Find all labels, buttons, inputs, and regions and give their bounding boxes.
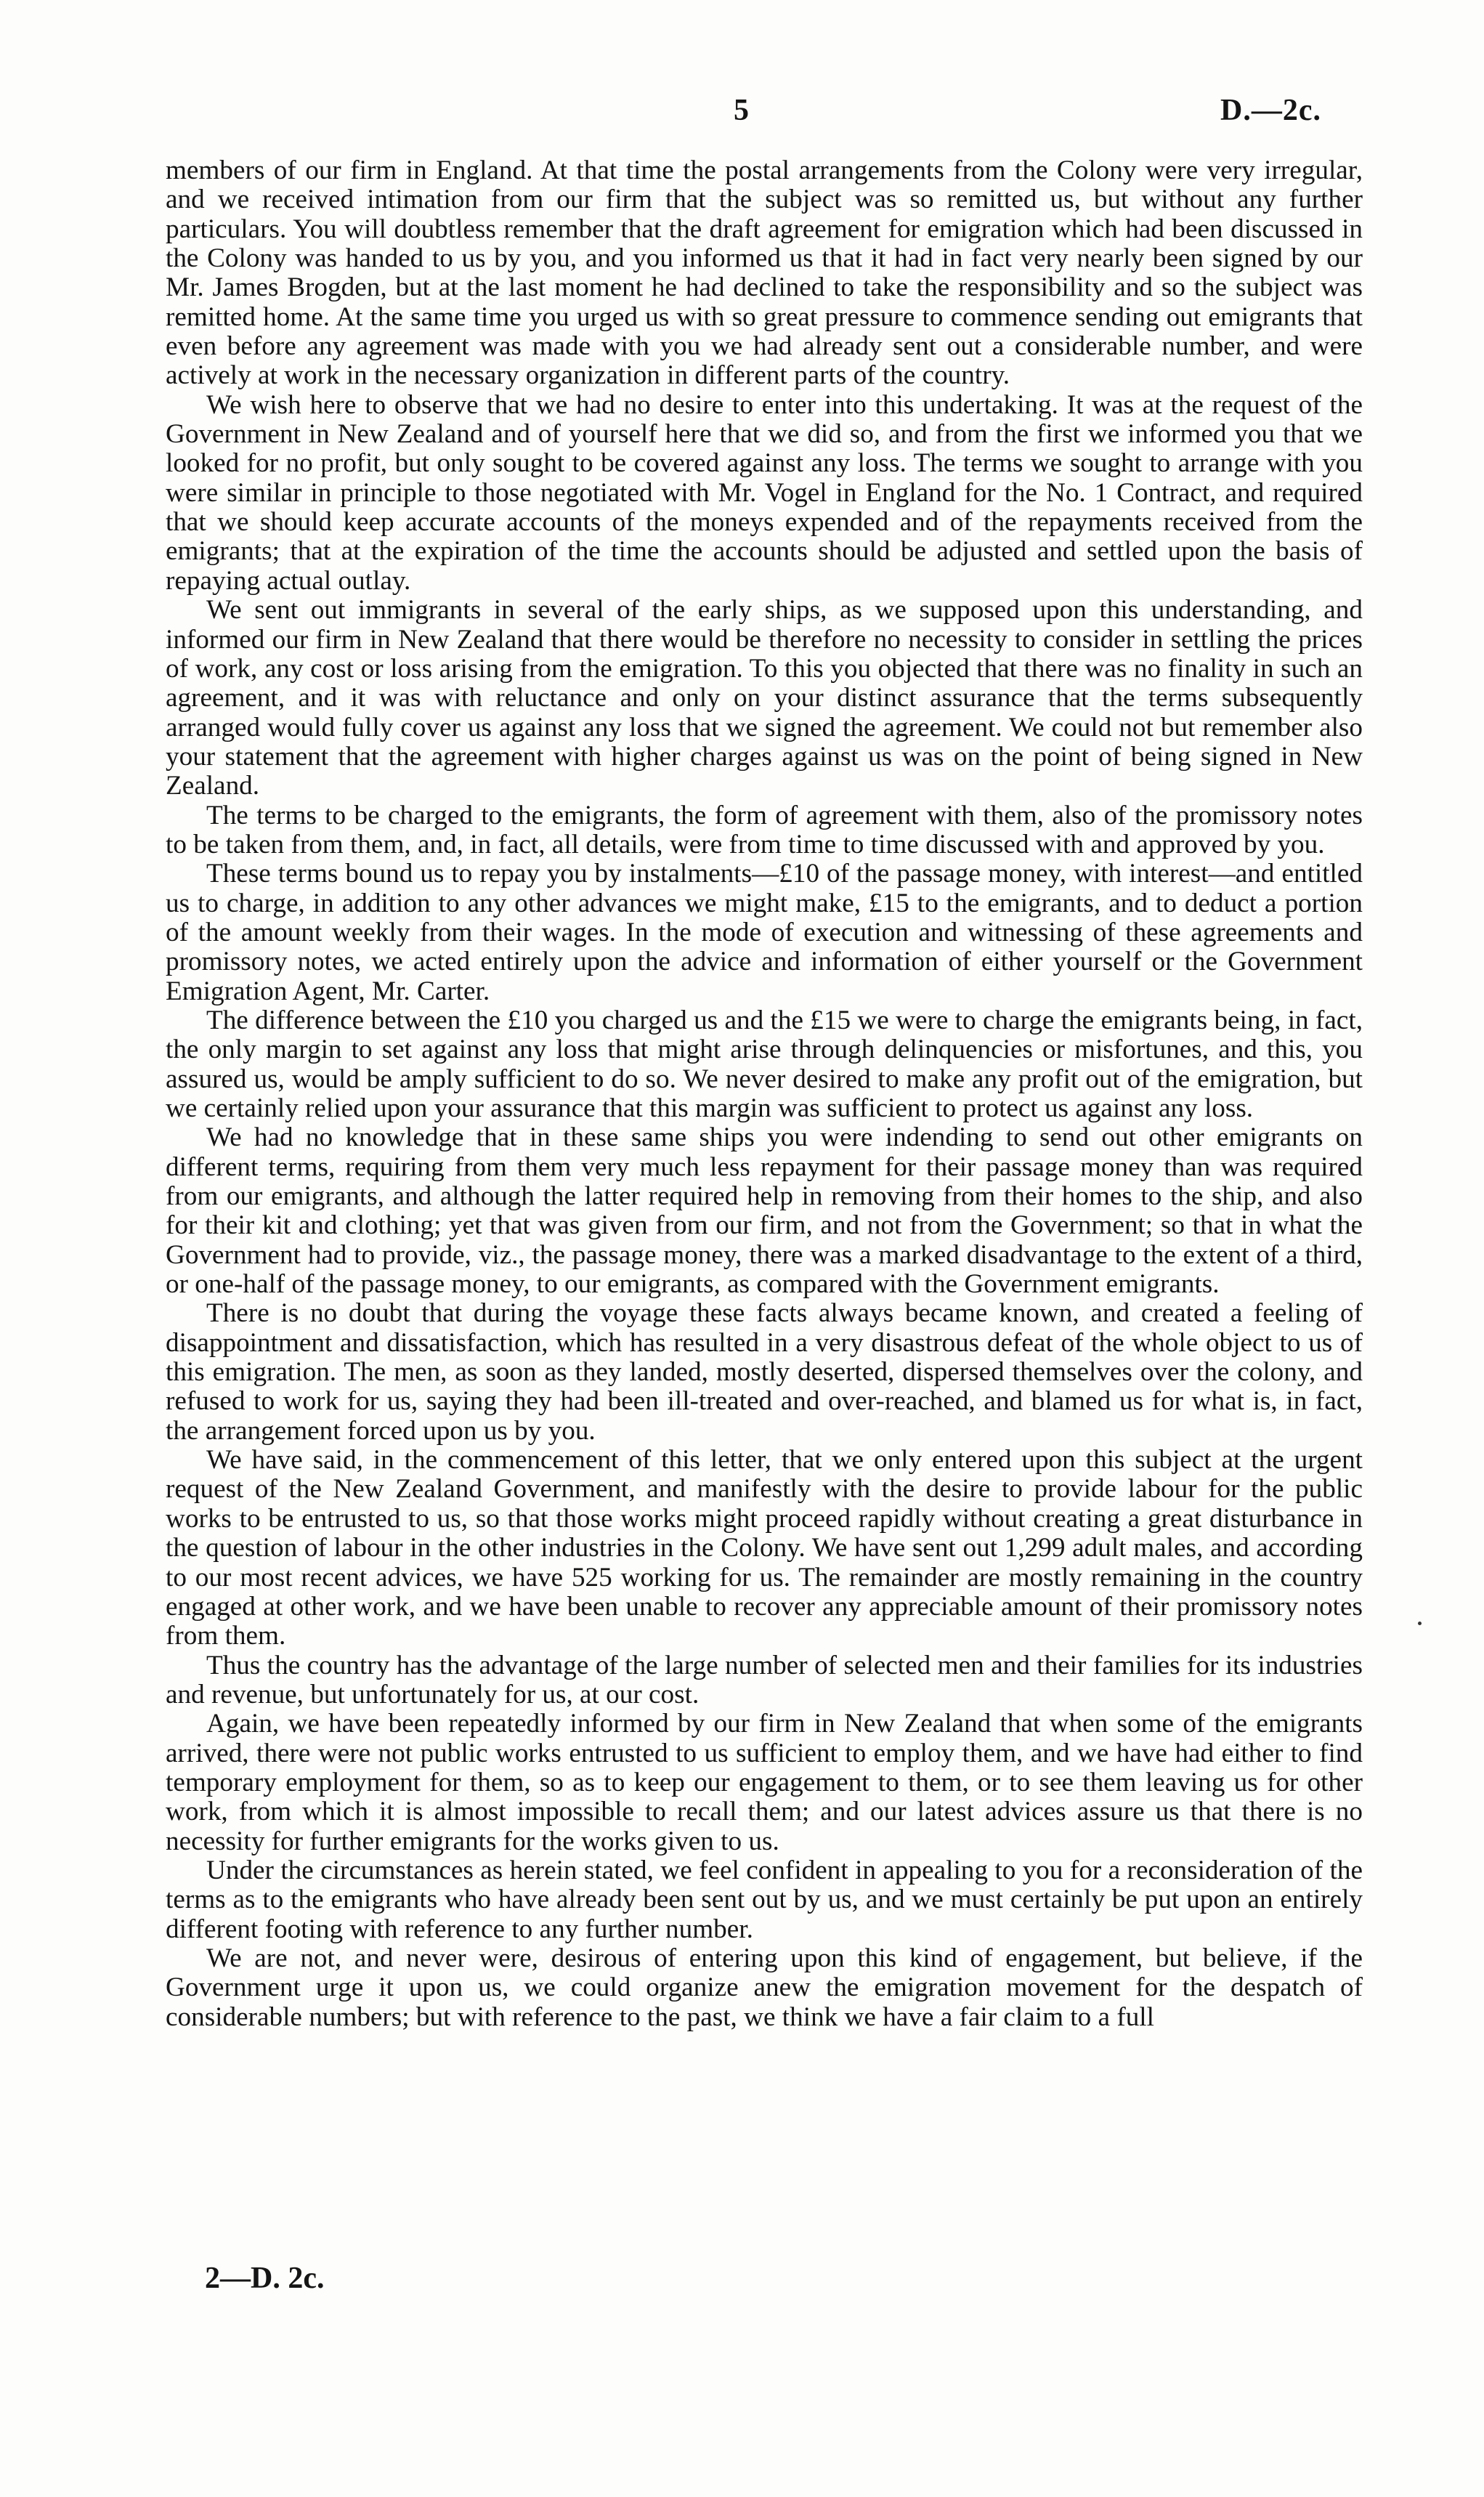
ink-speck	[1418, 1622, 1422, 1625]
page-number: 5	[734, 94, 749, 127]
paragraph: We are not, and never were, desirous of entering upon this kind of engagement, but believe, if the Government urge it upon us, we could organize anew the emigration movement for the despatch of considerable numbers; but with reference to the past, we think we have a fair claim to a full	[166, 1943, 1363, 2032]
paragraph: We had no knowledge that in these same ships you were indending to send out other emigrants on different terms, requiring from them very much less repayment for their passage money than was required from our emigrants, and although the latter required help in removing from their homes to the ship, and also for their kit and clothing; yet that was given from our firm, and not from the Government; so that in what the Government had to provide, viz., the passage money, there was a marked disadvantage to the extent of a third, or one-half of the passage money, to our emigrants, as compared with the Government emigrants.	[166, 1122, 1363, 1300]
paragraph: There is no doubt that during the voyage these facts always became known, and created a feeling of disappointment and dissatisfaction, which has resulted in a very disastrous defeat of the whole object to us of this emigration. The men, as soon as they landed, mostly deserted, dispersed themselves over the colony, and refused to work for us, saying they had been ill-treated and over-reached, and blamed us for what is, in fact, the arrangement forced upon us by you.	[166, 1298, 1363, 1446]
letter-body	[166, 156, 1363, 2032]
paragraph: These terms bound us to repay you by instalments—£10 of the passage money, with interest—and entitled us to charge, in addition to any other advances we might make, £15 to the emigrants, and to deduct a portion of the amount weekly from their wages. In the mode of execution and witnessing of these agreements and promissory notes, we acted entirely upon the advice and information of either yourself or the Government Emigration Agent, Mr. Carter.	[166, 859, 1363, 1006]
page-header	[0, 93, 1484, 137]
signature-mark: 2—D. 2c.	[205, 2262, 325, 2295]
paragraph: Under the circumstances as herein stated, we feel confident in appealing to you for a reconsideration of the terms as to the emigrants who have already been sent out by us, and we must certainly be put upon an entirely different footing with reference to any further number.	[166, 1855, 1363, 1944]
paragraph: We wish here to observe that we had no desire to enter into this undertaking. It was at the request of the Government in New Zealand and of yourself here that we did so, and from the first we informed you that we looked for no profit, but only sought to be covered against any loss. The terms we sought to arrange with you were similar in principle to those negotiated with Mr. Vogel in England for the No. 1 Contract, and required that we should keep accurate accounts of the moneys expended and of the repayments received from the emigrants; that at the expiration of the time the accounts should be adjusted and settled upon the basis of repaying actual outlay.	[166, 389, 1363, 596]
paragraph: Thus the country has the advantage of the large number of selected men and their families for its industries and revenue, but unfortunately for us, at our cost.	[166, 1650, 1363, 1709]
paragraph: members of our firm in England. At that time the postal arrangements from the Colony were very irregular, and we received intimation from our firm that the subject was so remitted us, but without any further particulars. You will doubtless remember that the draft agreement for emigration which had been discussed in the Colony was handed to us by you, and you informed us that it had in fact very nearly been signed by our Mr. James Brogden, but at the last moment he had declined to take the responsibility and so the subject was remitted home. At the same time you urged us with so great pressure to commence sending out emigrants that even before any agreement was made with you we had already sent out a considerable number, and were actively at work in the necessary organization in different parts of the country.	[166, 155, 1363, 391]
document-reference: D.—2c.	[1220, 94, 1321, 127]
paragraph: We have said, in the commencement of this letter, that we only entered upon this subject at the urgent request of the New Zealand Government, and manifestly with the desire to provide labour for the public works to be entrusted to us, so that those works might proceed rapidly without creating a great disturbance in the question of labour in the other industries in the Colony. We have sent out 1,299 adult males, and according to our most recent advices, we have 525 working for us. The remainder are mostly remaining in the country engaged at other work, and we have been unable to recover any appreciable amount of their promissory notes from them.	[166, 1445, 1363, 1651]
paragraph: We sent out immigrants in several of the early ships, as we supposed upon this understanding, and informed our firm in New Zealand that there would be therefore no necessity to consider in settling the prices of work, any cost or loss arising from the emigration. To this you objected that there was no finality in such an agreement, and it was with reluctance and only on your distinct assurance that the terms subsequently arranged would fully cover us against any loss that we signed the agreement. We could not but remember also your statement that the agreement with higher charges against us was on the point of being signed in New Zealand.	[166, 595, 1363, 801]
paragraph: The difference between the £10 you charged us and the £15 we were to charge the emigrants being, in fact, the only margin to set against any loss that might arise through delinquencies or misfortunes, and this, you assured us, would be amply sufficient to do so. We never desired to make any profit out of the emigration, but we certainly relied upon your assurance that this margin was sufficient to protect us against any loss.	[166, 1005, 1363, 1123]
paragraph: Again, we have been repeatedly informed by our firm in New Zealand that when some of the emigrants arrived, there were not public works entrusted to us sufficient to employ them, and we have had either to find temporary employment for them, so as to keep our engagement to them, or to see them leaving us for other work, from which it is almost impossible to recall them; and our latest advices assure us that there is no necessity for further emigrants for the works given to us.	[166, 1709, 1363, 1856]
paragraph: The terms to be charged to the emigrants, the form of agreement with them, also of the promissory notes to be taken from them, and, in fact, all details, were from time to time discussed with and approved by you.	[166, 800, 1363, 859]
